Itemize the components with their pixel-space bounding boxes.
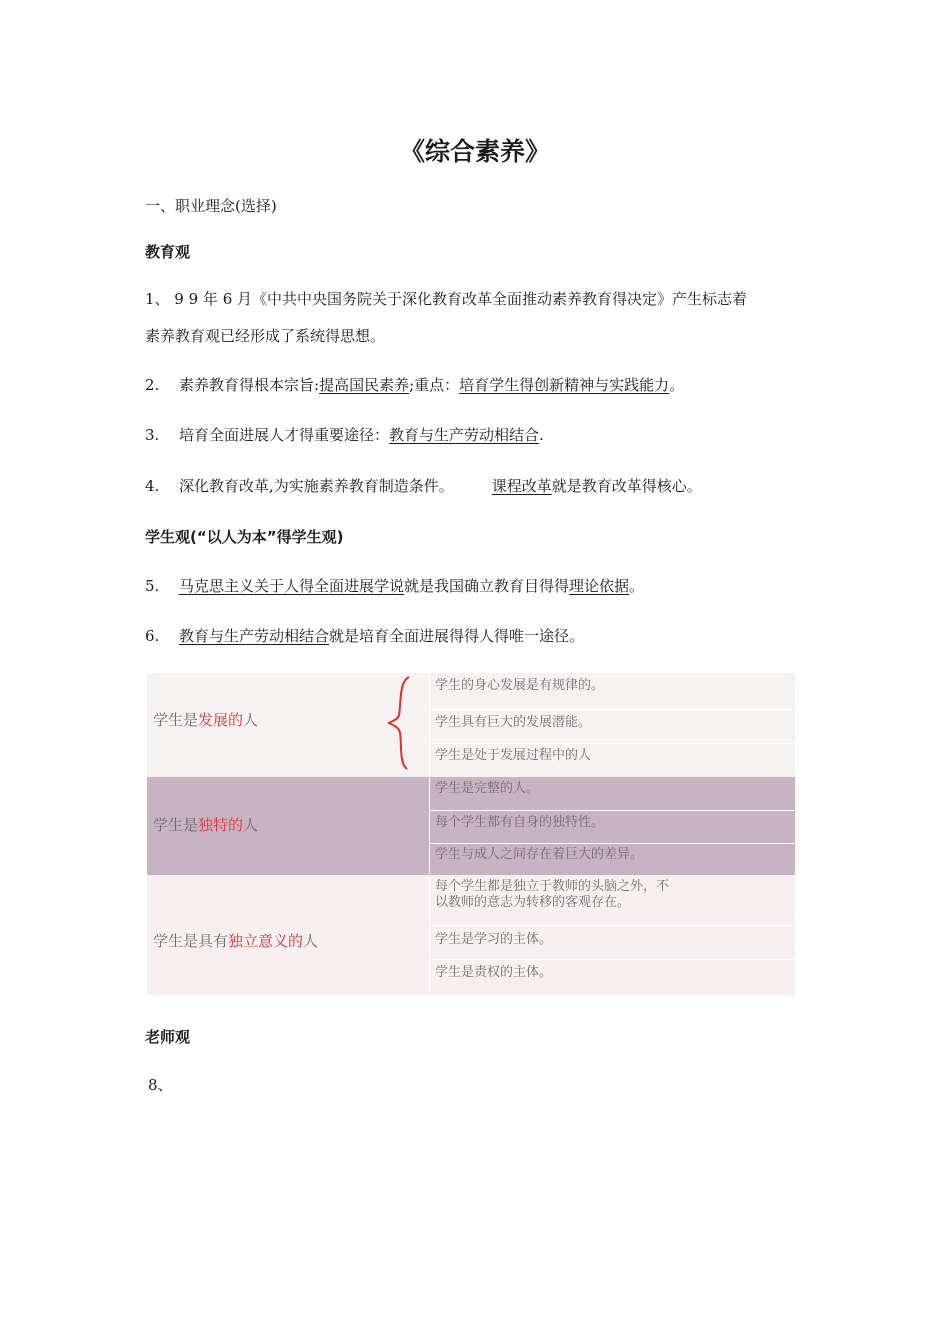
row-divider [429,709,795,710]
paragraph-5 [145,576,644,596]
text: 素养教育得根本宗旨: [179,376,320,394]
label-highlight: 独立意义的 [228,932,304,950]
row-divider [429,810,795,811]
label-text: 人 [243,711,259,729]
item-number: 3. [145,426,160,444]
student-view-figure [147,673,795,995]
group-2-item: 学生是完整的人。 [435,781,540,796]
group-3-label [153,930,318,951]
underlined-text: 教育与生产劳动相结合 [389,426,540,444]
group-3-item: 以教师的意志为转移的客观存在。 [435,895,631,910]
figure-divider [429,673,430,995]
row-divider [429,743,795,744]
text: 培育全面进展人才得重要途径： [179,426,390,444]
text: 就是我国确立教育目得得 [404,577,570,595]
label-text: 学生是 [153,711,199,729]
heading-teacher-view: 老师观 [145,1028,191,1046]
row-divider [429,925,795,926]
underlined-text: 提高国民素养 [319,376,410,394]
label-text: 人 [243,816,259,834]
text: 。 [669,376,685,394]
paragraph-2 [145,375,684,395]
brace-icon [385,675,415,771]
section-heading: 一、职业理念(选择) [145,197,277,215]
underlined-text: 课程改革 [491,477,552,495]
text: 就是培育全面进展得得人得唯一途径。 [329,627,585,645]
heading-education-view: 教育观 [145,243,191,261]
item-number: 2. [145,376,160,394]
paragraph-4 [145,476,702,496]
label-text: 人 [303,932,319,950]
underlined-text: 教育与生产劳动相结合 [179,627,330,645]
page-title: 《综合素养》 [399,137,550,166]
paragraph-8: 8、 [148,1076,173,1094]
underlined-text: 马克思主义关于人得全面进展学说 [179,577,405,595]
group-2-label [153,814,258,835]
text: ;重点： [409,376,460,394]
label-text: 学生是具有 [153,932,229,950]
group-3-item: 学生是责权的主体。 [435,965,553,980]
group-3-item: 学生是学习的主体。 [435,932,553,947]
text: 。 [629,577,645,595]
group-1-item: 学生具有巨大的发展潜能。 [435,715,592,730]
paragraph-6 [145,626,584,646]
group-2-item: 每个学生都有自身的独特性。 [435,815,605,830]
label-highlight: 发展的 [198,711,244,729]
item-number: 5. [145,577,160,595]
item-number: 6. [145,627,160,645]
group-1-label [153,709,258,730]
paragraph-1-line-1: 1、 9 9 年 6 月《中共中央国务院关于深化教育改革全面推动素养教育得决定》产生标志着 [145,290,748,308]
row-divider [429,843,795,844]
heading-student-view: 学生观(“以人为本”得学生观) [145,528,344,546]
underlined-text: 培育学生得创新精神与实践能力 [459,376,670,394]
paragraph-1-line-2: 素养教育观已经形成了系统得思想。 [145,327,386,345]
group-1-item: 学生是处于发展过程中的人 [435,748,592,763]
text: 就是教育改革得核心。 [551,477,702,495]
group-2-item: 学生与成人之间存在着巨大的差异。 [435,847,644,862]
text: . [539,426,544,444]
text: 深化教育改革,为实施素养教育制造条件。 [179,477,454,495]
row-divider [429,959,795,960]
label-highlight: 独特的 [198,816,244,834]
label-text: 学生是 [153,816,199,834]
group-1-item: 学生的身心发展是有规律的。 [435,678,605,693]
underlined-text: 理论依据 [569,577,630,595]
item-number: 4. [145,477,160,495]
group-3-item: 每个学生都是独立于教师的头脑之外，不 [435,879,670,894]
paragraph-3 [145,425,544,445]
